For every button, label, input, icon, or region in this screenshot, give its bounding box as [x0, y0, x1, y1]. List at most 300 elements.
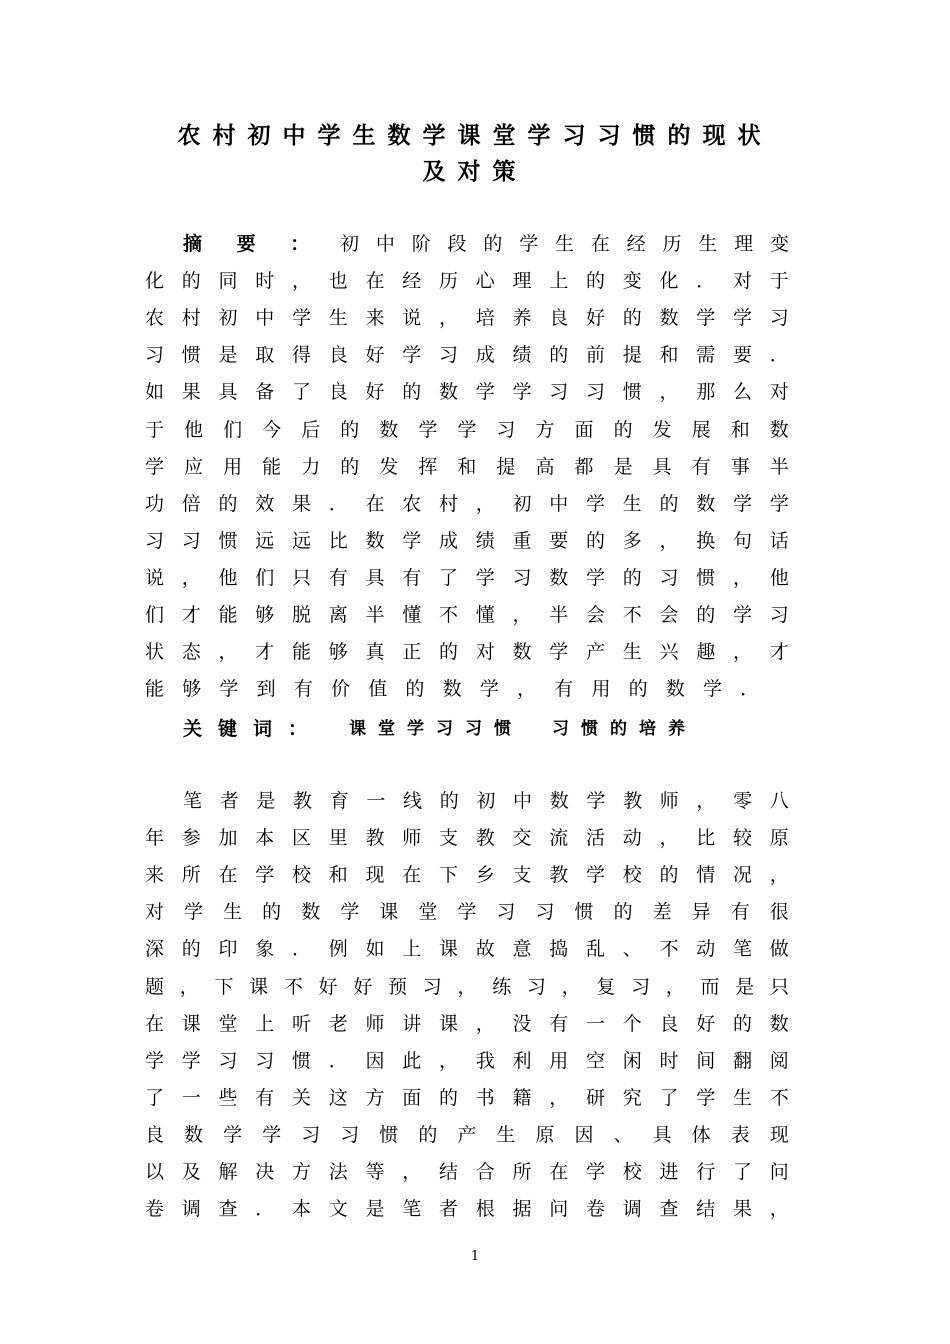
text-char: 及 — [181, 1161, 201, 1183]
text-char: 的 — [418, 1123, 438, 1146]
text-char: 么 — [733, 381, 753, 404]
text-char: ， — [733, 566, 753, 589]
text-char: 够 — [328, 641, 348, 664]
text-char: 是 — [256, 790, 276, 812]
text-char: 面 — [402, 1086, 422, 1109]
text-char: 的 — [613, 901, 633, 924]
text-char: 讲 — [402, 1012, 422, 1035]
text-char: 例 — [328, 938, 348, 961]
text-char: 们 — [223, 418, 243, 441]
text-char: 表 — [730, 1123, 750, 1146]
text-char: 只 — [292, 566, 312, 589]
text-char: 现 — [769, 1123, 789, 1146]
text-char: 习 — [181, 529, 201, 552]
text-char: 的 — [622, 307, 642, 330]
text-char: ． — [292, 938, 312, 961]
text-char: 教 — [293, 790, 313, 812]
text-char: 调 — [181, 1198, 201, 1221]
document-title-line-1: 农村初中学生数学课堂学习习惯的现状 — [177, 123, 773, 149]
abstract-line — [145, 561, 789, 595]
text-char: 、 — [613, 1123, 633, 1146]
text-char: 了 — [145, 1086, 165, 1109]
text-char: 原 — [769, 827, 789, 850]
text-char: 学 — [255, 864, 275, 887]
keywords-label: 关键词： — [183, 718, 324, 740]
text-char: 才 — [255, 641, 275, 664]
text-char: 学 — [696, 1086, 716, 1109]
text-char: 用 — [549, 1049, 569, 1072]
text-char: 趣 — [696, 641, 716, 664]
text-char: 好 — [318, 975, 338, 998]
text-char: 懂 — [475, 604, 495, 626]
text-char: 不 — [439, 604, 459, 626]
text-char: 重 — [512, 529, 532, 552]
text-char: 果 — [733, 1198, 753, 1221]
text-char: 在 — [365, 270, 385, 293]
text-char: 用 — [223, 455, 243, 478]
text-char: 成 — [475, 344, 495, 367]
text-char: ， — [179, 975, 199, 998]
text-char: 成 — [439, 529, 459, 552]
text-char: 解 — [218, 1161, 238, 1183]
text-char: 究 — [622, 1086, 642, 1109]
text-char: 复 — [596, 975, 616, 998]
text-char: 历 — [439, 270, 459, 293]
text-char: 的 — [439, 641, 459, 664]
text-char: ， — [665, 975, 685, 998]
text-char: 初 — [218, 307, 238, 330]
text-char: 习 — [496, 901, 516, 924]
text-char: 根 — [475, 1198, 495, 1221]
text-char: 学 — [292, 307, 312, 330]
text-char: 研 — [586, 1086, 606, 1109]
text-char: 学 — [479, 678, 499, 701]
text-char: 较 — [733, 827, 753, 850]
text-char: 良 — [328, 381, 348, 404]
text-char: ， — [475, 492, 495, 515]
text-char: 课 — [249, 975, 269, 998]
text-char: 深 — [145, 938, 165, 961]
text-char: 数 — [439, 381, 459, 404]
text-char: 学 — [586, 864, 606, 887]
text-char: 到 — [256, 678, 276, 701]
text-char: 中 — [255, 307, 275, 330]
text-char: 这 — [328, 1086, 348, 1109]
text-char: 会 — [659, 604, 679, 626]
text-char: 事 — [730, 455, 750, 478]
text-char: 学 — [340, 901, 360, 924]
text-char: 村 — [439, 492, 459, 515]
text-char: 零 — [733, 790, 753, 812]
text-char: 功 — [145, 492, 165, 515]
text-char: ， — [512, 604, 532, 626]
text-char: 学 — [733, 604, 753, 626]
body-line — [145, 1044, 789, 1078]
text-char: 时 — [255, 270, 275, 293]
text-char: 有 — [402, 566, 422, 589]
text-char: 中 — [513, 790, 533, 812]
text-char: 来 — [365, 307, 385, 330]
text-char: 因 — [365, 1049, 385, 1072]
text-char: ， — [769, 1198, 789, 1221]
text-char: 良 — [145, 1123, 165, 1146]
text-char: 学 — [457, 901, 477, 924]
text-char: 状 — [145, 641, 165, 664]
text-char: 生 — [622, 492, 642, 515]
text-char: 的 — [181, 938, 201, 961]
text-char: 流 — [549, 827, 569, 850]
text-char: 的 — [586, 270, 606, 293]
text-char: 才 — [181, 604, 201, 626]
text-char: 真 — [365, 641, 385, 664]
text-char: 初 — [340, 233, 360, 255]
abstract-line — [145, 672, 789, 706]
text-char: 够 — [255, 604, 275, 626]
text-char: 数 — [665, 678, 685, 701]
text-char: ， — [733, 641, 753, 664]
text-char: 能 — [262, 455, 282, 478]
text-char: 学 — [145, 1049, 165, 1072]
text-char: 加 — [218, 827, 238, 850]
text-char: ， — [517, 678, 537, 701]
text-char: 教 — [475, 827, 495, 850]
text-char: 在 — [549, 1161, 569, 1183]
text-char: 在 — [145, 1012, 165, 1035]
text-char: ， — [439, 1049, 459, 1072]
text-char: 异 — [691, 901, 711, 924]
abstract-line — [145, 635, 789, 669]
text-char: 的 — [628, 678, 648, 701]
text-char: 很 — [769, 901, 789, 924]
text-char: 问 — [769, 1161, 789, 1183]
text-char: 上 — [255, 1012, 275, 1035]
text-char: 我 — [475, 1049, 495, 1072]
body-line — [145, 1192, 789, 1226]
text-char: 查 — [218, 1198, 238, 1221]
text-char: 卷 — [586, 1198, 606, 1221]
body-line — [145, 1118, 789, 1152]
text-char: 、 — [622, 938, 642, 961]
text-char: 惯 — [574, 901, 594, 924]
text-char: 乡 — [475, 864, 495, 887]
text-char: 习 — [769, 307, 789, 330]
text-char: 具 — [365, 566, 385, 589]
text-char: 学 — [475, 566, 495, 589]
text-char: ， — [659, 529, 679, 552]
text-char: 段 — [447, 233, 467, 255]
text-char: 不 — [622, 604, 642, 626]
text-char: 远 — [292, 529, 312, 552]
text-char: 提 — [622, 344, 642, 367]
text-char: 不 — [283, 975, 303, 998]
text-char: 的 — [402, 381, 422, 404]
text-char: 的 — [622, 566, 642, 589]
text-char: 动 — [696, 938, 716, 961]
text-char: 惯 — [181, 344, 201, 367]
text-char: 有 — [691, 455, 711, 478]
text-char: 的 — [218, 492, 238, 515]
text-char: 会 — [586, 604, 606, 626]
text-char: 在 — [590, 233, 610, 255]
text-char: 话 — [769, 529, 789, 552]
text-char: 学 — [262, 1123, 282, 1146]
text-char: 线 — [403, 790, 423, 812]
text-char: 比 — [328, 529, 348, 552]
text-char: 数 — [184, 1123, 204, 1146]
text-char: 调 — [622, 1198, 642, 1221]
body-line — [145, 932, 789, 966]
text-char: 所 — [181, 864, 201, 887]
text-char: 数 — [442, 678, 462, 701]
text-char: 换 — [696, 529, 716, 552]
text-char: 培 — [475, 307, 495, 330]
text-char: ， — [402, 1161, 422, 1183]
text-char: 的 — [549, 344, 569, 367]
text-char: 经 — [402, 270, 422, 293]
text-char: 有 — [255, 1086, 275, 1109]
text-char: 农 — [145, 307, 165, 330]
abstract-line — [145, 375, 789, 409]
text-char: 数 — [696, 492, 716, 515]
text-char: 课 — [181, 1012, 201, 1035]
text-char: 如 — [145, 381, 165, 404]
text-char: 的 — [405, 678, 425, 701]
text-char: 间 — [696, 1049, 716, 1072]
text-char: 具 — [652, 455, 672, 478]
text-char: 时 — [659, 1049, 679, 1072]
text-char: 行 — [696, 1161, 716, 1183]
text-char: 初 — [512, 492, 532, 515]
text-char: 数 — [549, 790, 569, 812]
text-char: 而 — [700, 975, 720, 998]
text-char: 个 — [622, 1012, 642, 1035]
text-char: 育 — [329, 790, 349, 812]
text-char: 笔 — [183, 790, 203, 812]
text-char: 果 — [292, 492, 312, 515]
text-char: 学 — [586, 1161, 606, 1183]
document-title-line-2: 及对策 — [422, 159, 528, 185]
text-char: 倍 — [181, 492, 201, 515]
text-char: 活 — [586, 827, 606, 850]
text-char: ， — [561, 975, 581, 998]
text-char: 对 — [769, 381, 789, 404]
abstract-line — [145, 487, 789, 521]
text-char: 堂 — [418, 901, 438, 924]
text-char: ， — [475, 1012, 495, 1035]
text-char: 力 — [301, 455, 321, 478]
abstract-line — [145, 524, 789, 558]
body-line — [145, 1081, 789, 1115]
text-char: 们 — [255, 566, 275, 589]
text-char: 要 — [733, 344, 753, 367]
body-line — [145, 1007, 789, 1041]
text-char: 印 — [218, 938, 238, 961]
text-char: 习 — [512, 566, 532, 589]
text-char: 习 — [255, 1049, 275, 1072]
text-char: 备 — [255, 381, 275, 404]
text-char: 比 — [696, 827, 716, 850]
text-char: 中 — [549, 492, 569, 515]
text-char: 生 — [328, 307, 348, 330]
text-char: 教 — [365, 827, 385, 850]
text-char: 如 — [365, 938, 385, 961]
text-char: 产 — [457, 1123, 477, 1146]
text-char: 具 — [218, 381, 238, 404]
text-char: 只 — [769, 975, 789, 998]
text-char: 据 — [512, 1198, 532, 1221]
text-char: 他 — [184, 418, 204, 441]
text-char: 说 — [402, 307, 422, 330]
text-char: 数 — [549, 566, 569, 589]
text-char: 懂 — [402, 604, 422, 626]
text-char: 课 — [379, 901, 399, 924]
text-char: 等 — [365, 1161, 385, 1183]
abstract-line — [145, 338, 789, 372]
text-char: 多 — [622, 529, 642, 552]
page-number: 1 — [470, 1249, 480, 1264]
text-char: 交 — [512, 827, 532, 850]
text-char: 习 — [631, 975, 651, 998]
text-char: 数 — [379, 418, 399, 441]
text-char: ， — [696, 790, 716, 812]
text-char: 学 — [586, 566, 606, 589]
text-char: 卷 — [145, 1198, 165, 1221]
text-char: 了 — [733, 1161, 753, 1183]
text-char: 绩 — [512, 344, 532, 367]
text-char: 学 — [219, 678, 239, 701]
text-char: ， — [549, 1086, 569, 1109]
text-char: 利 — [512, 1049, 532, 1072]
text-char: ． — [696, 270, 716, 293]
text-char: 学 — [475, 381, 495, 404]
text-char: 所 — [512, 1161, 532, 1183]
text-char: 方 — [535, 418, 555, 441]
text-char: 数 — [769, 418, 789, 441]
text-char: 是 — [218, 344, 238, 367]
text-char: 那 — [696, 381, 716, 404]
abstract-line — [145, 301, 789, 335]
text-char: 因 — [574, 1123, 594, 1146]
text-char: 能 — [292, 641, 312, 664]
text-char: 校 — [622, 864, 642, 887]
text-char: 文 — [328, 1198, 348, 1221]
text-char: 在 — [402, 864, 422, 887]
text-char: 他 — [769, 566, 789, 589]
text-char: 空 — [586, 1049, 606, 1072]
text-char: 学 — [145, 455, 165, 478]
text-char: 参 — [181, 827, 201, 850]
text-char: 展 — [691, 418, 711, 441]
text-char: 中 — [375, 233, 395, 255]
text-char: 正 — [402, 641, 422, 664]
text-char: 离 — [328, 604, 348, 626]
text-char: 理 — [734, 233, 754, 255]
text-char: 师 — [402, 827, 422, 850]
text-char: 面 — [574, 418, 594, 441]
text-char: 意 — [512, 938, 532, 961]
text-char: 历 — [662, 233, 682, 255]
text-char: 于 — [145, 418, 165, 441]
text-char: 良 — [659, 1012, 679, 1035]
text-char: 没 — [512, 1012, 532, 1035]
text-char: 有 — [554, 678, 574, 701]
text-char: 支 — [512, 864, 532, 887]
text-char: 里 — [328, 827, 348, 850]
text-char: 生 — [496, 1123, 516, 1146]
text-char: 听 — [292, 1012, 312, 1035]
text-char: ， — [457, 975, 477, 998]
text-char: 要 — [549, 529, 569, 552]
text-char: 些 — [218, 1086, 238, 1109]
text-char: 好 — [365, 344, 385, 367]
text-char: 是 — [735, 975, 755, 998]
text-char: 学 — [223, 1123, 243, 1146]
text-char: 籍 — [512, 1086, 532, 1109]
text-char: 的 — [586, 529, 606, 552]
text-char: 上 — [402, 938, 422, 961]
text-char: 好 — [696, 1012, 716, 1035]
text-char: 捣 — [549, 938, 569, 961]
text-char: 数 — [365, 529, 385, 552]
text-char: 高 — [535, 455, 555, 478]
text-char: 前 — [586, 344, 606, 367]
text-char: 好 — [365, 381, 385, 404]
text-char: 和 — [659, 344, 679, 367]
text-char: 够 — [182, 678, 202, 701]
text-char: 果 — [181, 381, 201, 404]
text-char: 能 — [145, 678, 165, 701]
text-char: 需 — [696, 344, 716, 367]
text-char: 方 — [365, 1086, 385, 1109]
text-char: 闲 — [622, 1049, 642, 1072]
text-char: 了 — [659, 1086, 679, 1109]
text-char: 学 — [512, 381, 532, 404]
text-char: 提 — [496, 455, 516, 478]
text-char: ． — [328, 492, 348, 515]
text-char: 预 — [388, 975, 408, 998]
text-char: 学 — [733, 307, 753, 330]
text-char: 习 — [549, 381, 569, 404]
text-char: 的 — [262, 901, 282, 924]
text-char: 态 — [181, 641, 201, 664]
text-char: 良 — [549, 307, 569, 330]
text-char: 学 — [184, 901, 204, 924]
text-char: 学 — [586, 790, 606, 812]
text-char: 有 — [549, 1012, 569, 1035]
body-line — [145, 821, 789, 855]
text-char: 决 — [255, 1161, 275, 1183]
text-char: 的 — [733, 1012, 753, 1035]
text-char: 习 — [218, 1049, 238, 1072]
body-line — [145, 858, 789, 892]
text-char: 今 — [262, 418, 282, 441]
text-char: 本 — [292, 1198, 312, 1221]
text-char: 兴 — [659, 641, 679, 664]
text-char: 学 — [418, 418, 438, 441]
text-char: 说 — [145, 566, 165, 589]
text-char: 习 — [535, 901, 555, 924]
text-char: ． — [740, 678, 760, 701]
text-char: 句 — [733, 529, 753, 552]
body-line — [145, 970, 789, 1004]
text-char: 一 — [181, 1086, 201, 1109]
text-char: 动 — [622, 827, 642, 850]
text-char: ， — [218, 641, 238, 664]
text-char: 进 — [659, 1161, 679, 1183]
text-char: 的 — [439, 790, 459, 812]
keywords-items: 课堂学习习惯 习惯的培养 — [349, 719, 698, 739]
text-char: 校 — [292, 864, 312, 887]
